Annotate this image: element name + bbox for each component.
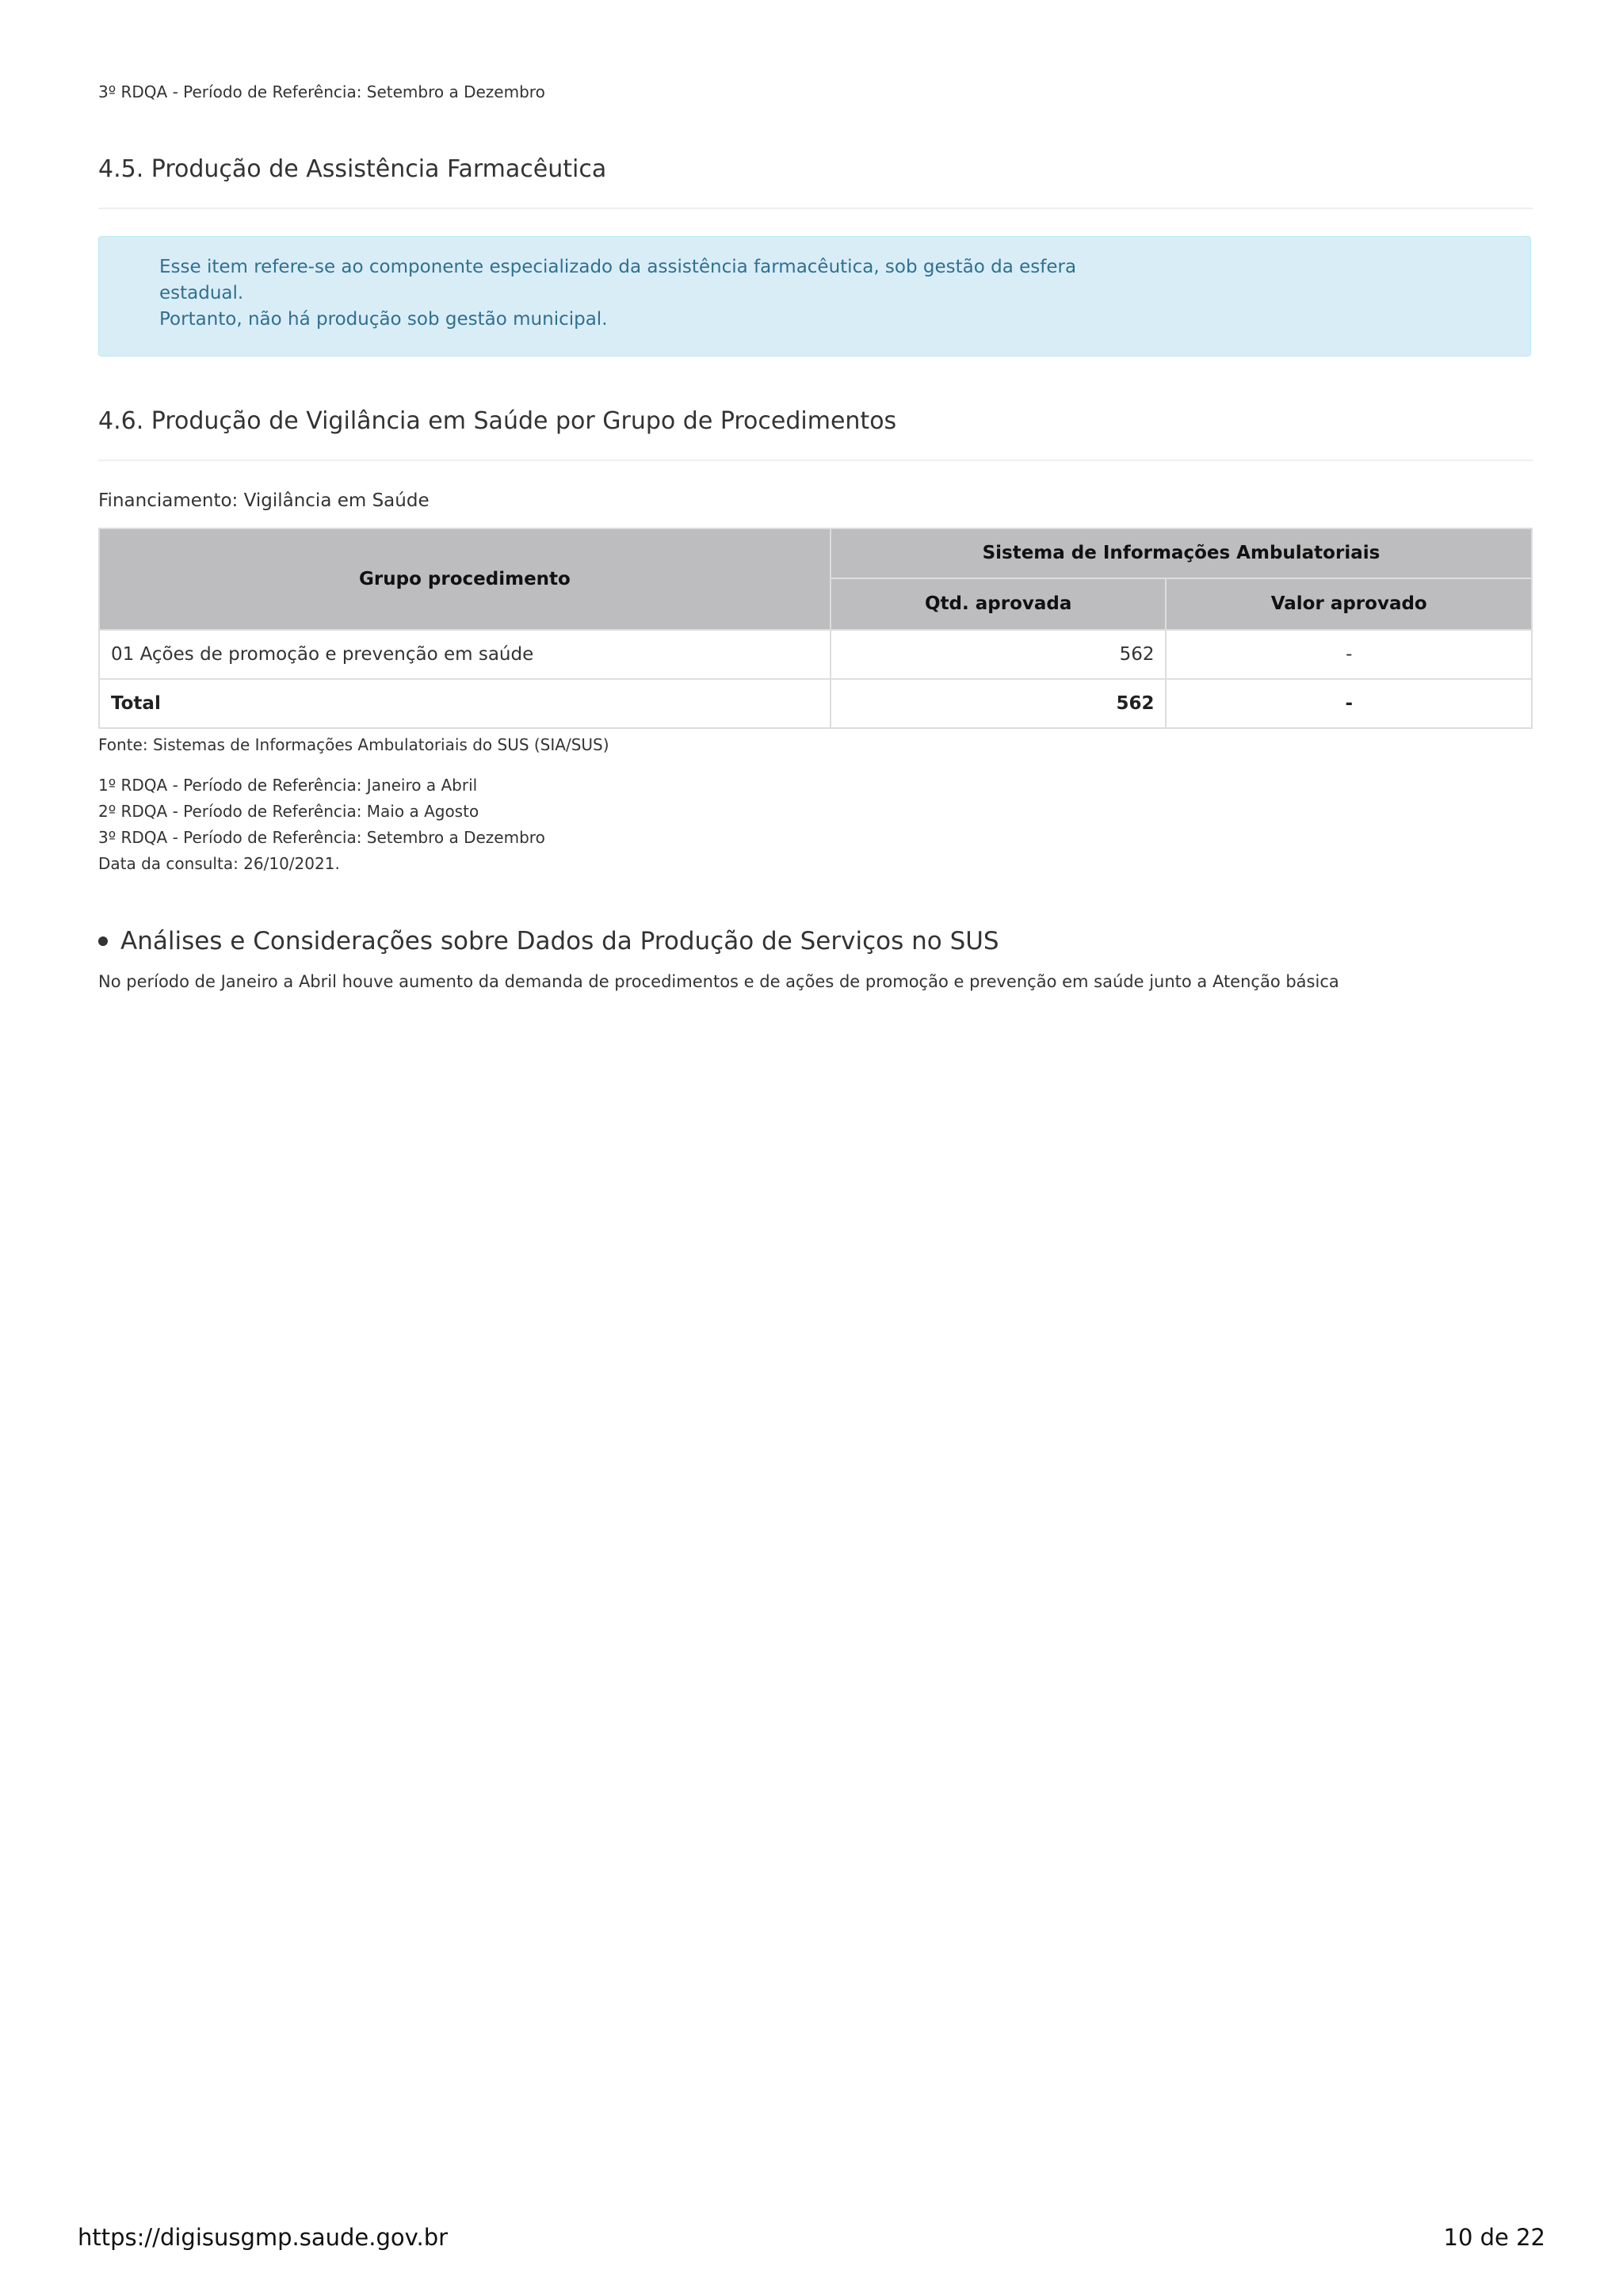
section-divider	[98, 460, 1533, 461]
alert-line: Portanto, não há produção sob gestão municipal.	[159, 309, 608, 330]
period-item: 1º RDQA - Período de Referência: Janeiro a Abril	[98, 776, 478, 795]
procedure-table	[98, 528, 1533, 729]
cell-qty: 562	[831, 630, 1167, 679]
funding-label: Financiamento: Vigilância em Saúde	[98, 490, 430, 511]
period-item: 3º RDQA - Período de Referência: Setembro a Dezembro	[98, 828, 545, 847]
section-title-pharmaceutical-assistance: 4.5. Produção de Assistência Farmacêutica	[98, 155, 607, 183]
period-reference-note: 3º RDQA - Período de Referência: Setembro a Dezembro	[98, 82, 545, 101]
info-alert-text	[159, 254, 1190, 333]
period-list	[98, 772, 545, 877]
cell-group: 01 Ações de promoção e prevenção em saúde	[99, 630, 831, 679]
column-header-value: Valor aprovado	[1166, 578, 1532, 630]
analysis-title: Análises e Considerações sobre Dados da Produção de Serviços no SUS	[120, 927, 999, 955]
cell-value: -	[1166, 630, 1532, 679]
cell-total-label: Total	[99, 679, 831, 728]
alert-line: estadual.	[159, 283, 244, 303]
data-source-note: Fonte: Sistemas de Informações Ambulatoriais do SUS (SIA/SUS)	[98, 735, 609, 754]
column-header-qty: Qtd. aprovada	[831, 578, 1167, 630]
info-alert	[98, 236, 1531, 357]
period-item: 2º RDQA - Período de Referência: Maio a Agosto	[98, 802, 479, 821]
bullet-icon	[98, 936, 108, 946]
section-divider	[98, 208, 1533, 209]
consultation-date: Data da consulta: 26/10/2021.	[98, 854, 340, 873]
analysis-heading	[98, 925, 999, 957]
alert-line: Esse item refere-se ao componente especializado da assistência farmacêutica, sob gestão da esfera	[159, 257, 1077, 277]
cell-total-qty: 562	[831, 679, 1167, 728]
footer-url-link[interactable]: https://digisusgmp.saude.gov.br	[78, 2224, 449, 2251]
table-total-row	[99, 679, 1532, 728]
column-header-group: Grupo procedimento	[99, 528, 831, 630]
table-row	[99, 630, 1532, 679]
column-header-system: Sistema de Informações Ambulatoriais	[831, 528, 1532, 578]
page-number: 10 de 22	[1443, 2224, 1545, 2251]
section-title-health-surveillance: 4.6. Produção de Vigilância em Saúde por Grupo de Procedimentos	[98, 407, 897, 435]
analysis-text: No período de Janeiro a Abril houve aumento da demanda de procedimentos e de ações de promoção e prevenção em saúde junto a Atenção básica	[98, 972, 1339, 991]
cell-total-value: -	[1166, 679, 1532, 728]
